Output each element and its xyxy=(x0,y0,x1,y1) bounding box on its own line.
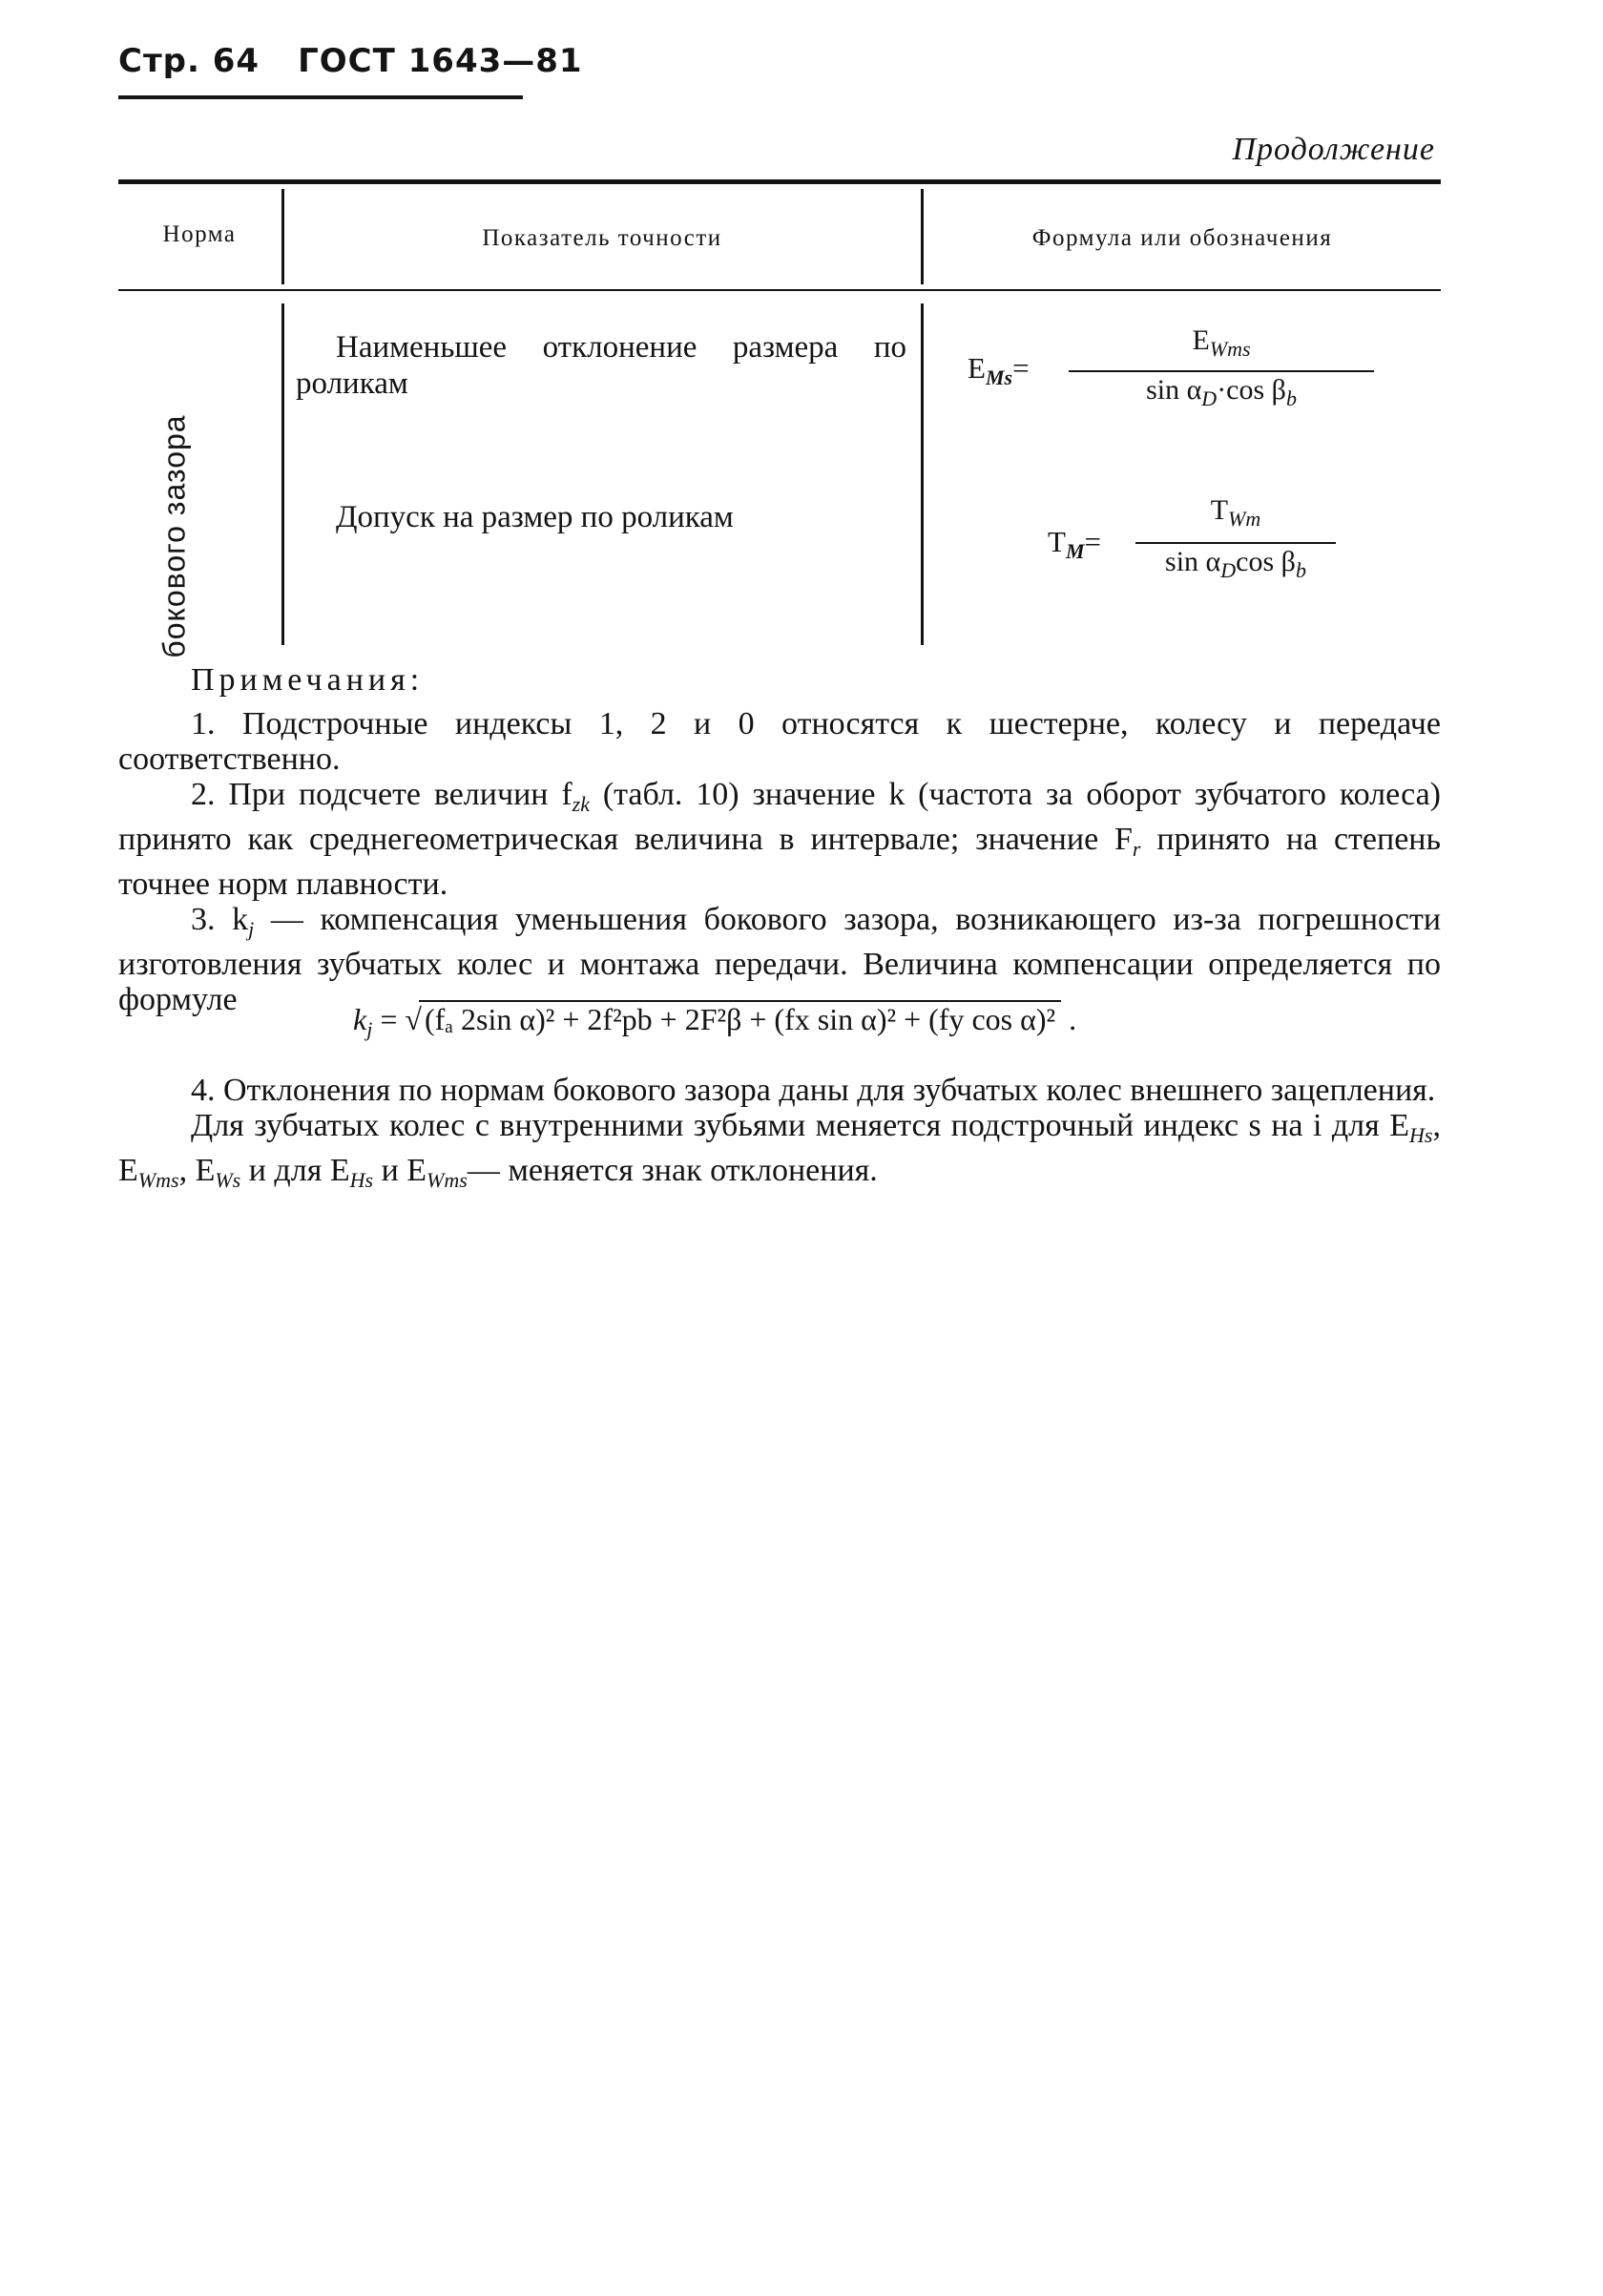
indicator-min-deviation xyxy=(296,329,906,402)
formula-tm-lhs xyxy=(1048,525,1101,564)
formula-denominator xyxy=(1069,374,1374,411)
indicator-text: Наименьшее отклонение размера по роликам xyxy=(296,330,906,401)
column-header-norm: Норма xyxy=(162,221,237,247)
note-2-start: 2. При подсчете величин f xyxy=(191,777,572,812)
formula-numerator xyxy=(1135,494,1336,532)
page-number: Стр. 64 xyxy=(118,42,260,80)
formula-subscript: M xyxy=(1065,539,1085,563)
note-5-sub-e: Wms xyxy=(427,1168,468,1192)
den-part: cos β xyxy=(1236,546,1296,577)
notes-block-1 xyxy=(118,706,1441,1017)
notes-title: Примечания: xyxy=(191,662,425,698)
continuation-label: Продолжение xyxy=(1232,132,1435,167)
note-5: Для зубчатых колес с внутренними зубьями меняется подстрочный индекс s на i для $E_{Hs}$, $E_{Wms}$, $E_{Ws}$ и для $E_{Hs}$ и $E_{Wms}—$ меняется знак отклонения. xyxy=(118,1108,1441,1192)
formula-symbol: T xyxy=(1048,525,1066,558)
note-5-end: — меняется знак отклонения. xyxy=(467,1153,878,1188)
table-header-rule xyxy=(118,289,1441,291)
den-subscript: b xyxy=(1295,558,1306,582)
formula-ems-fraction xyxy=(1069,324,1374,420)
den-part: sin α xyxy=(1146,374,1202,406)
formula-num-symbol: E xyxy=(1192,324,1210,356)
note-3-start: 3. k xyxy=(191,902,249,937)
table-divider-1-body xyxy=(281,303,284,645)
standard-number: ГОСТ 1643—81 xyxy=(298,42,583,80)
header-rule xyxy=(118,95,523,99)
norm-group-label: бокового зазора xyxy=(156,414,192,658)
den-part: sin α xyxy=(1165,546,1221,577)
note-2 xyxy=(118,777,1441,902)
note-5-sub-a: Hs xyxy=(1409,1123,1433,1147)
den-part: ·cos β xyxy=(1217,374,1286,406)
den-subscript: D xyxy=(1220,558,1237,582)
note-2-rest: (табл. 10) значение k (частота за оборот зубчатого колеса) принято как среднегеометрическая величина в интервале; значение F xyxy=(118,777,1442,857)
table-top-rule xyxy=(118,179,1441,184)
formula-tm-fraction xyxy=(1135,494,1336,590)
table-divider-2-body xyxy=(921,303,924,645)
fraction-bar xyxy=(1069,370,1374,372)
den-subscript: b xyxy=(1285,386,1297,410)
note-3-subscript: j xyxy=(248,917,255,941)
note-2-subscript: zk xyxy=(572,792,590,816)
equals-sign: = xyxy=(1084,525,1101,558)
note-3-rest: — компенсация уменьшения бокового зазора, возникающего из-за погрешности изготовления зубчатых колес и монтажа передачи. Величина компенсации определяется по формуле xyxy=(118,902,1442,1017)
indicator-text: Допуск на размер по роликам xyxy=(336,500,734,534)
column-header-formula: Формула или обозначения xyxy=(1031,225,1333,251)
formula-num-subscript: Wms xyxy=(1209,337,1251,361)
kj-radicand: (fₐ 2sin α)² + 2f²pb + 2F²β + (fx sin α)² + (fy cos α)² xyxy=(419,1000,1061,1037)
fraction-bar xyxy=(1135,542,1336,544)
note-1: 1. Подстрочные индексы 1, 2 и 0 относятся к шестерне, колесу и передаче соответственно. xyxy=(118,706,1441,777)
note-2-subscript-r: r xyxy=(1132,837,1141,861)
formula-num-subscript: Wm xyxy=(1228,507,1261,531)
equals-sign: = xyxy=(1012,351,1030,385)
note-5-sub-b: Wms xyxy=(137,1168,179,1192)
notes-block-2 xyxy=(118,1073,1441,1198)
formula-numerator xyxy=(1069,324,1374,362)
note-5-start: Для зубчатых колес с внутренними зубьями меняется подстрочный индекс s на i для E xyxy=(191,1108,1410,1143)
formula-ems-lhs xyxy=(968,351,1030,390)
formula-denominator xyxy=(1135,546,1336,583)
den-subscript: D xyxy=(1201,386,1218,410)
formula-subscript: Ms xyxy=(985,365,1013,389)
formula-kj: $k_j = √(f_a$ 2sin α)² + 2f²pb + 2F²β + (fx sin α)² + (fy cos α)² . xyxy=(353,1002,1077,1041)
indicator-tolerance xyxy=(336,499,908,535)
note-4: 4. Отклонения по нормам бокового зазора даны для зубчатых колес внешнего зацепления. xyxy=(191,1073,1436,1108)
note-2-end: принято на степень точнее норм плавности. xyxy=(118,822,1441,902)
formula-symbol: E xyxy=(968,351,986,385)
page-header xyxy=(118,42,583,80)
column-header-indicator: Показатель точности xyxy=(482,225,722,251)
formula-num-symbol: T xyxy=(1210,494,1229,526)
note-5-sub-c: Ws xyxy=(215,1168,241,1192)
kj-symbol: $k_j$ xyxy=(353,1002,373,1041)
note-5-sub-d: Hs xyxy=(349,1168,374,1192)
